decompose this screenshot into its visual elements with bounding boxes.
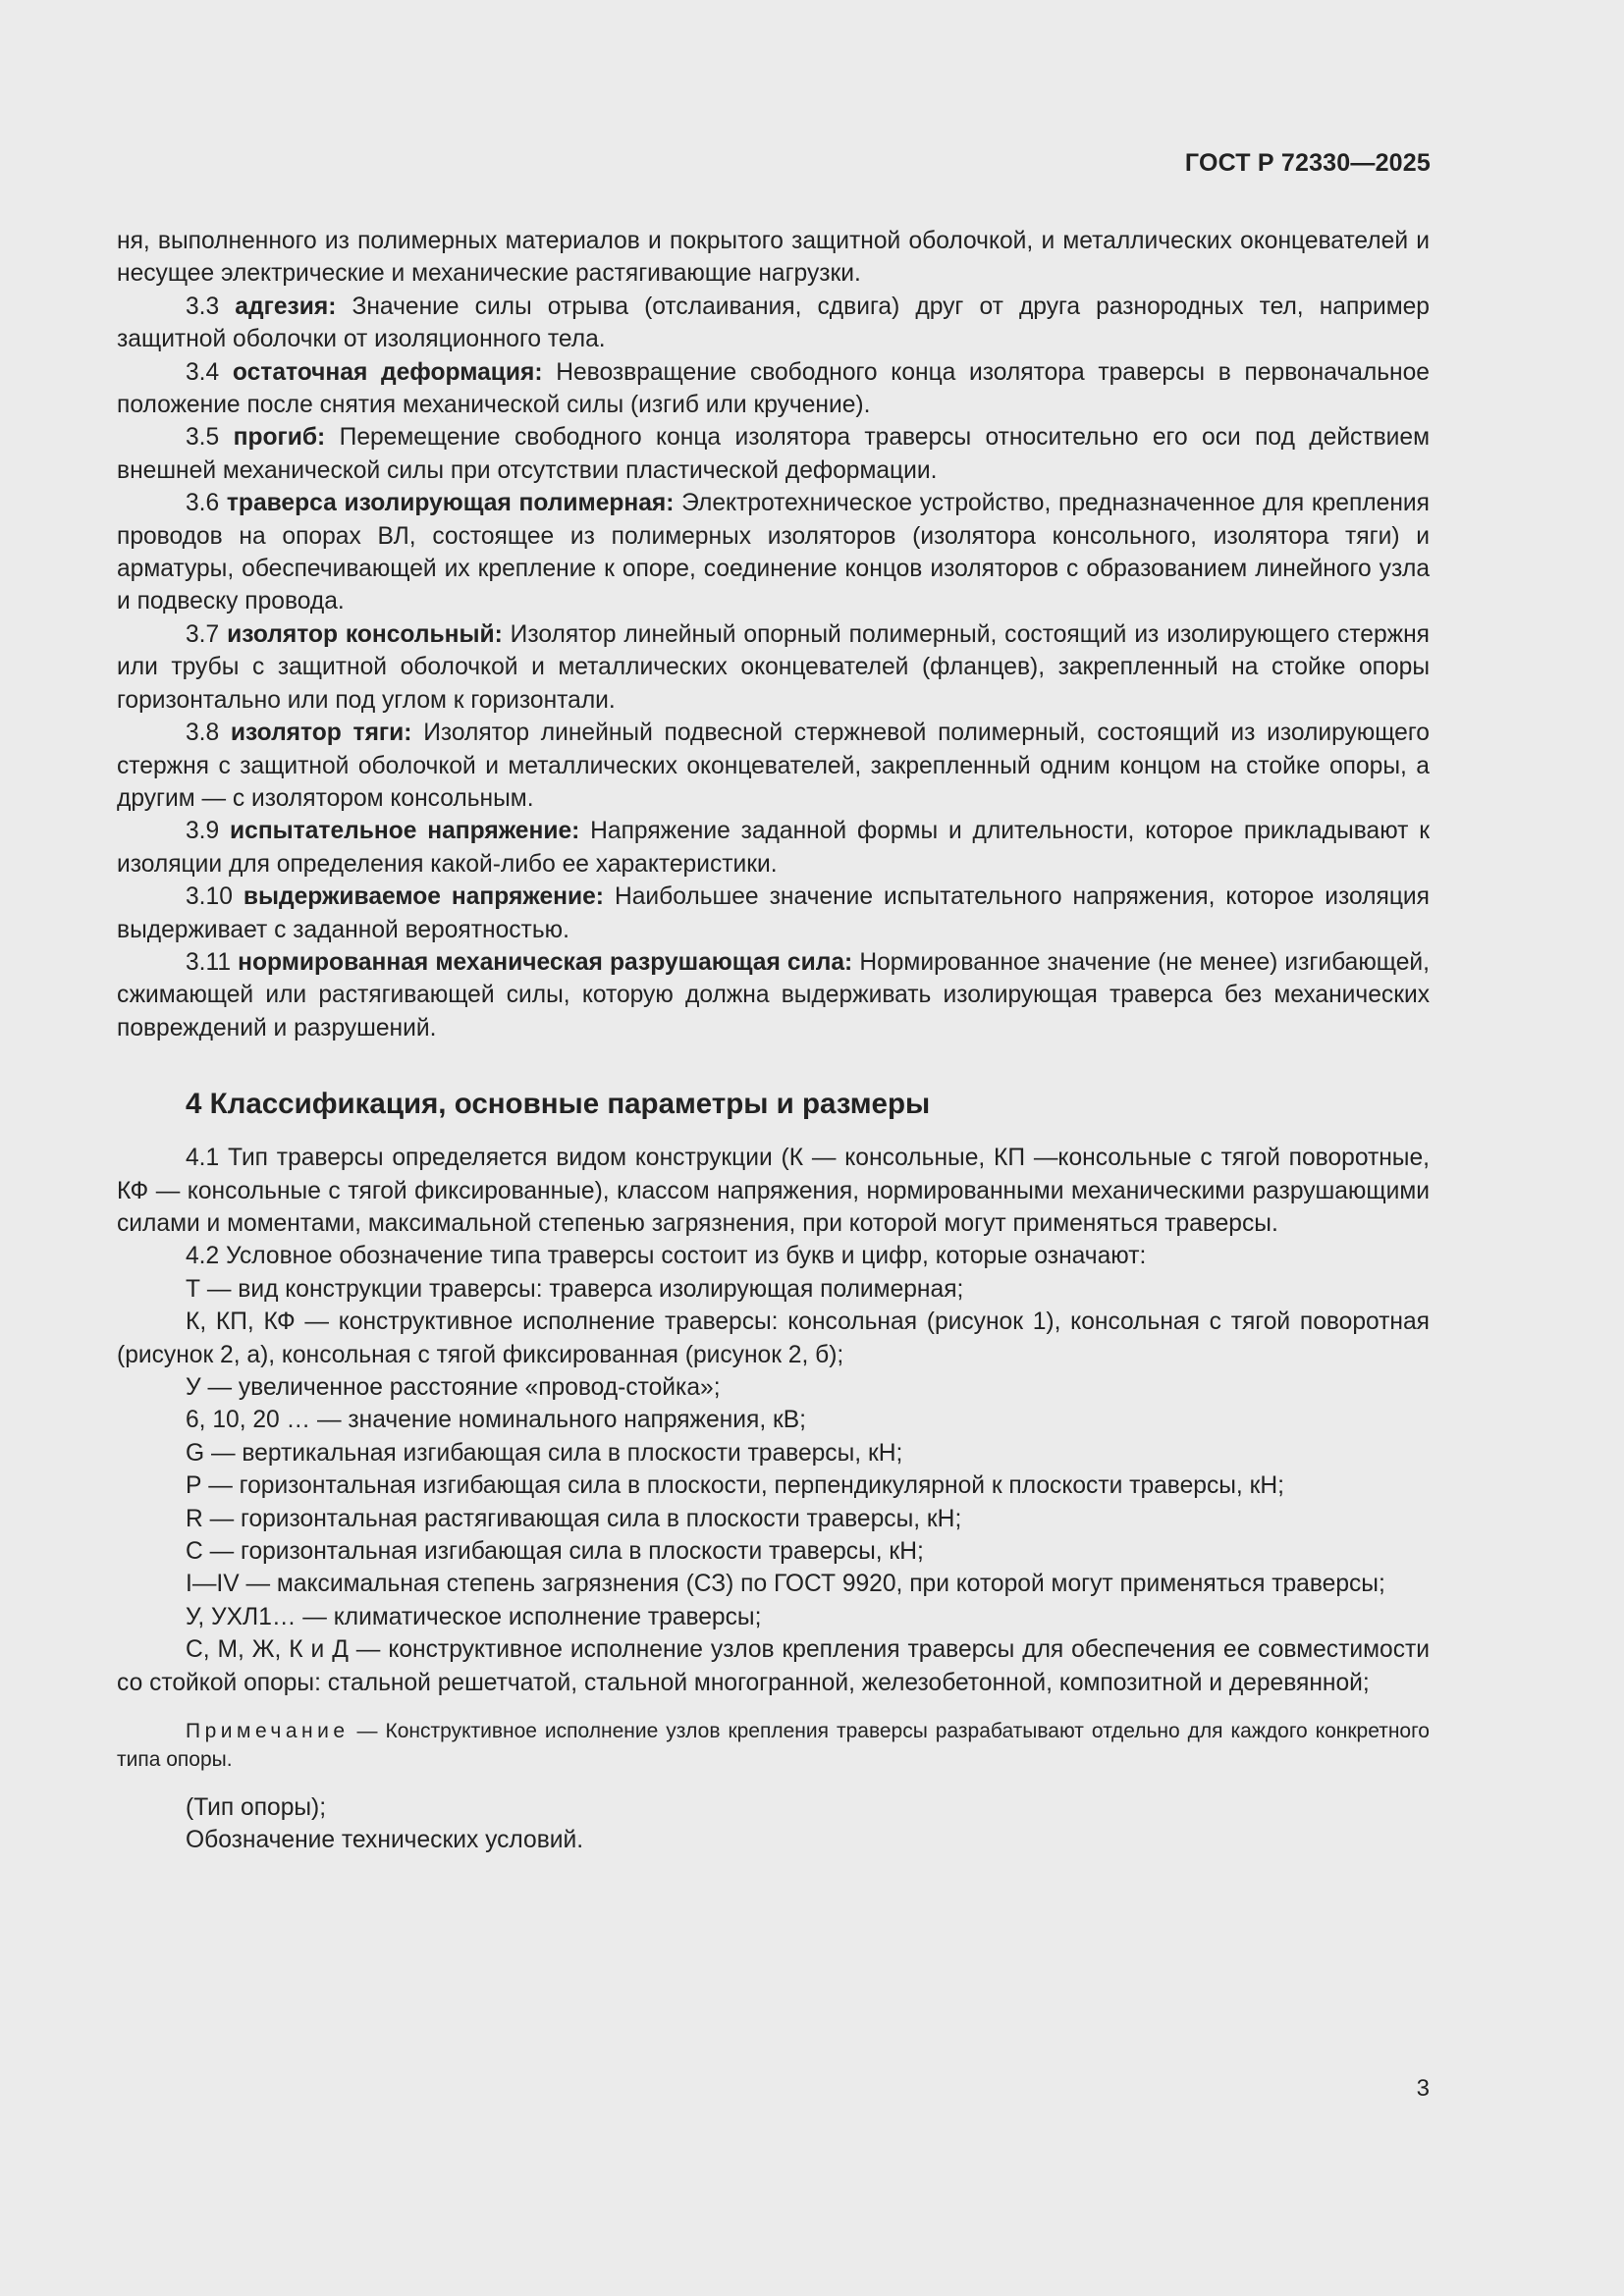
term-name: нормированная механическая разрушающая сила: <box>238 948 853 976</box>
term-name: остаточная деформация: <box>232 358 543 386</box>
term-3-6 <box>117 487 1430 618</box>
term-definition: Напряжение заданной формы и длительности, которое прикладывают к изоляции для определения какой-либо ее характеристики. <box>117 818 1430 878</box>
designation-item: С, М, Ж, К и Д — конструктивное исполнение узлов крепления траверсы для обеспечения ее совместимости со стойкой опоры: стальной решетчатой, стальной многогранной, железобетонной, композитной и деревянной; <box>117 1636 1430 1696</box>
term-number: 3.5 <box>186 424 220 452</box>
term-number: 3.9 <box>186 818 220 845</box>
term-number: 3.4 <box>186 358 220 386</box>
term-definition: Наибольшее значение испытательного напряжения, которое изоляция выдерживает с заданной вероятностью. <box>117 883 1430 943</box>
designation-item: Р — горизонтальная изгибающая сила в плоскости, перпендикулярной к плоскости траверсы, кН; <box>186 1472 1284 1500</box>
term-definition: Изолятор линейный опорный полимерный, состоящий из изолирующего стержня или трубы с защитной оболочкой и металлических оконцевателей (фланцев), закрепленный на стойке опоры горизонтально или под углом к горизонтали. <box>117 620 1430 714</box>
term-3-10 <box>117 881 1430 946</box>
note <box>117 1717 1430 1774</box>
note-label: Примечание <box>186 1720 350 1743</box>
designation-item: С — горизонтальная изгибающая сила в плоскости траверсы, кН; <box>186 1538 924 1566</box>
term-name: адгезия: <box>235 293 337 320</box>
term-name: изолятор тяги: <box>230 720 412 747</box>
term-definition: Невозвращение свободного конца изолятора траверсы в первоначальное положение после снятия механической силы (изгиб или кручение). <box>117 358 1430 419</box>
term-name: прогиб: <box>233 424 326 452</box>
term-definition: Изолятор линейный подвесной стержневой полимерный, состоящий из изолирующего стержня с защитной оболочкой и металлических оконцевателей, закрепленный одним концом на стойке опоры, а другим — с изолятором консольным. <box>117 720 1430 812</box>
designation-item: R — горизонтальная растягивающая сила в плоскости траверсы, кН; <box>186 1505 962 1532</box>
term-3-3 <box>117 291 1430 356</box>
paragraph-4-1: 4.1 Тип траверсы определяется видом конструкции (К — консольные, КП —консольные с тягой поворотные, КФ — консольные с тягой фиксированные), классом напряжения, нормированными механическими разрушающими силами и моментами, максимальной степенью загрязнения, при которой могут применяться траверсы. <box>117 1145 1430 1237</box>
page-number: 3 <box>1416 2075 1430 2102</box>
term-continuation: ня, выполненного из полимерных материалов и покрытого защитной оболочкой, и металлических оконцевателей и несущее электрические и механические растягивающие нагрузки. <box>117 228 1430 288</box>
term-number: 3.10 <box>186 883 233 911</box>
paragraph-4-2: 4.2 Условное обозначение типа траверсы состоит из букв и цифр, которые означают: <box>186 1243 1147 1270</box>
designation-item: К, КП, КФ — конструктивное исполнение траверсы: консольная (рисунок 1), консольная с тягой поворотная (рисунок 2, а), консольная с тягой фиксированная (рисунок 2, б); <box>117 1308 1430 1368</box>
term-number: 3.3 <box>186 293 220 320</box>
designation-item: 6, 10, 20 … — значение номинального напряжения, кВ; <box>186 1407 806 1434</box>
term-number: 3.6 <box>186 490 220 517</box>
term-name: испытательное напряжение: <box>230 818 580 845</box>
designation-item: У — увеличенное расстояние «провод-стойка»; <box>186 1374 721 1401</box>
designation-item: Т — вид конструкции траверсы: траверса изолирующая полимерная; <box>186 1275 964 1303</box>
term-name: изолятор консольный: <box>227 620 503 648</box>
term-3-9 <box>117 815 1430 881</box>
document-code-header: ГОСТ Р 72330—2025 <box>1184 149 1431 177</box>
page-body <box>117 225 1430 1857</box>
designation-item: Обозначение технических условий. <box>186 1827 584 1854</box>
term-name: траверса изолирующая полимерная: <box>226 490 675 517</box>
term-3-7 <box>117 618 1430 717</box>
term-definition: Электротехническое устройство, предназначенное для крепления проводов на опорах ВЛ, состоящее из полимерных изоляторов (изолятора консольного, изолятора тяги) и арматуры, обеспечивающей их крепление к опоре, соединение концов изоляторов с образованием линейного узла и подвеску провода. <box>117 490 1430 615</box>
designation-item: У, УХЛ1… — климатическое исполнение траверсы; <box>186 1603 762 1630</box>
term-definition: Перемещение свободного конца изолятора траверсы относительно его оси под действием внешней механической силы при отсутствии пластической деформации. <box>117 424 1431 484</box>
term-number: 3.7 <box>186 620 220 648</box>
designation-item: I—IV — максимальная степень загрязнения (СЗ) по ГОСТ 9920, при которой могут применяться траверсы; <box>186 1571 1385 1598</box>
term-number: 3.11 <box>186 948 232 976</box>
term-3-8 <box>117 717 1430 815</box>
term-3-5 <box>117 421 1430 487</box>
term-3-4 <box>117 356 1430 422</box>
note-text: — Конструктивное исполнение узлов крепления траверсы разрабатывают отдельно для каждого конкретного типа опоры. <box>117 1720 1430 1772</box>
section-4-heading: 4 Классификация, основные параметры и размеры <box>186 1088 931 1121</box>
term-3-11 <box>117 946 1430 1044</box>
term-number: 3.8 <box>186 720 220 747</box>
designation-item: G — вертикальная изгибающая сила в плоскости траверсы, кН; <box>186 1439 903 1467</box>
term-name: выдерживаемое напряжение: <box>243 883 604 911</box>
term-definition: Значение силы отрыва (отслаивания, сдвига) друг от друга разнородных тел, например защитной оболочки от изоляционного тела. <box>117 293 1430 353</box>
term-definition: Нормированное значение (не менее) изгибающей, сжимающей или растягивающей силы, которую должна выдерживать изолирующая траверса без механических повреждений и разрушений. <box>117 948 1430 1041</box>
designation-item: (Тип опоры); <box>186 1794 327 1822</box>
